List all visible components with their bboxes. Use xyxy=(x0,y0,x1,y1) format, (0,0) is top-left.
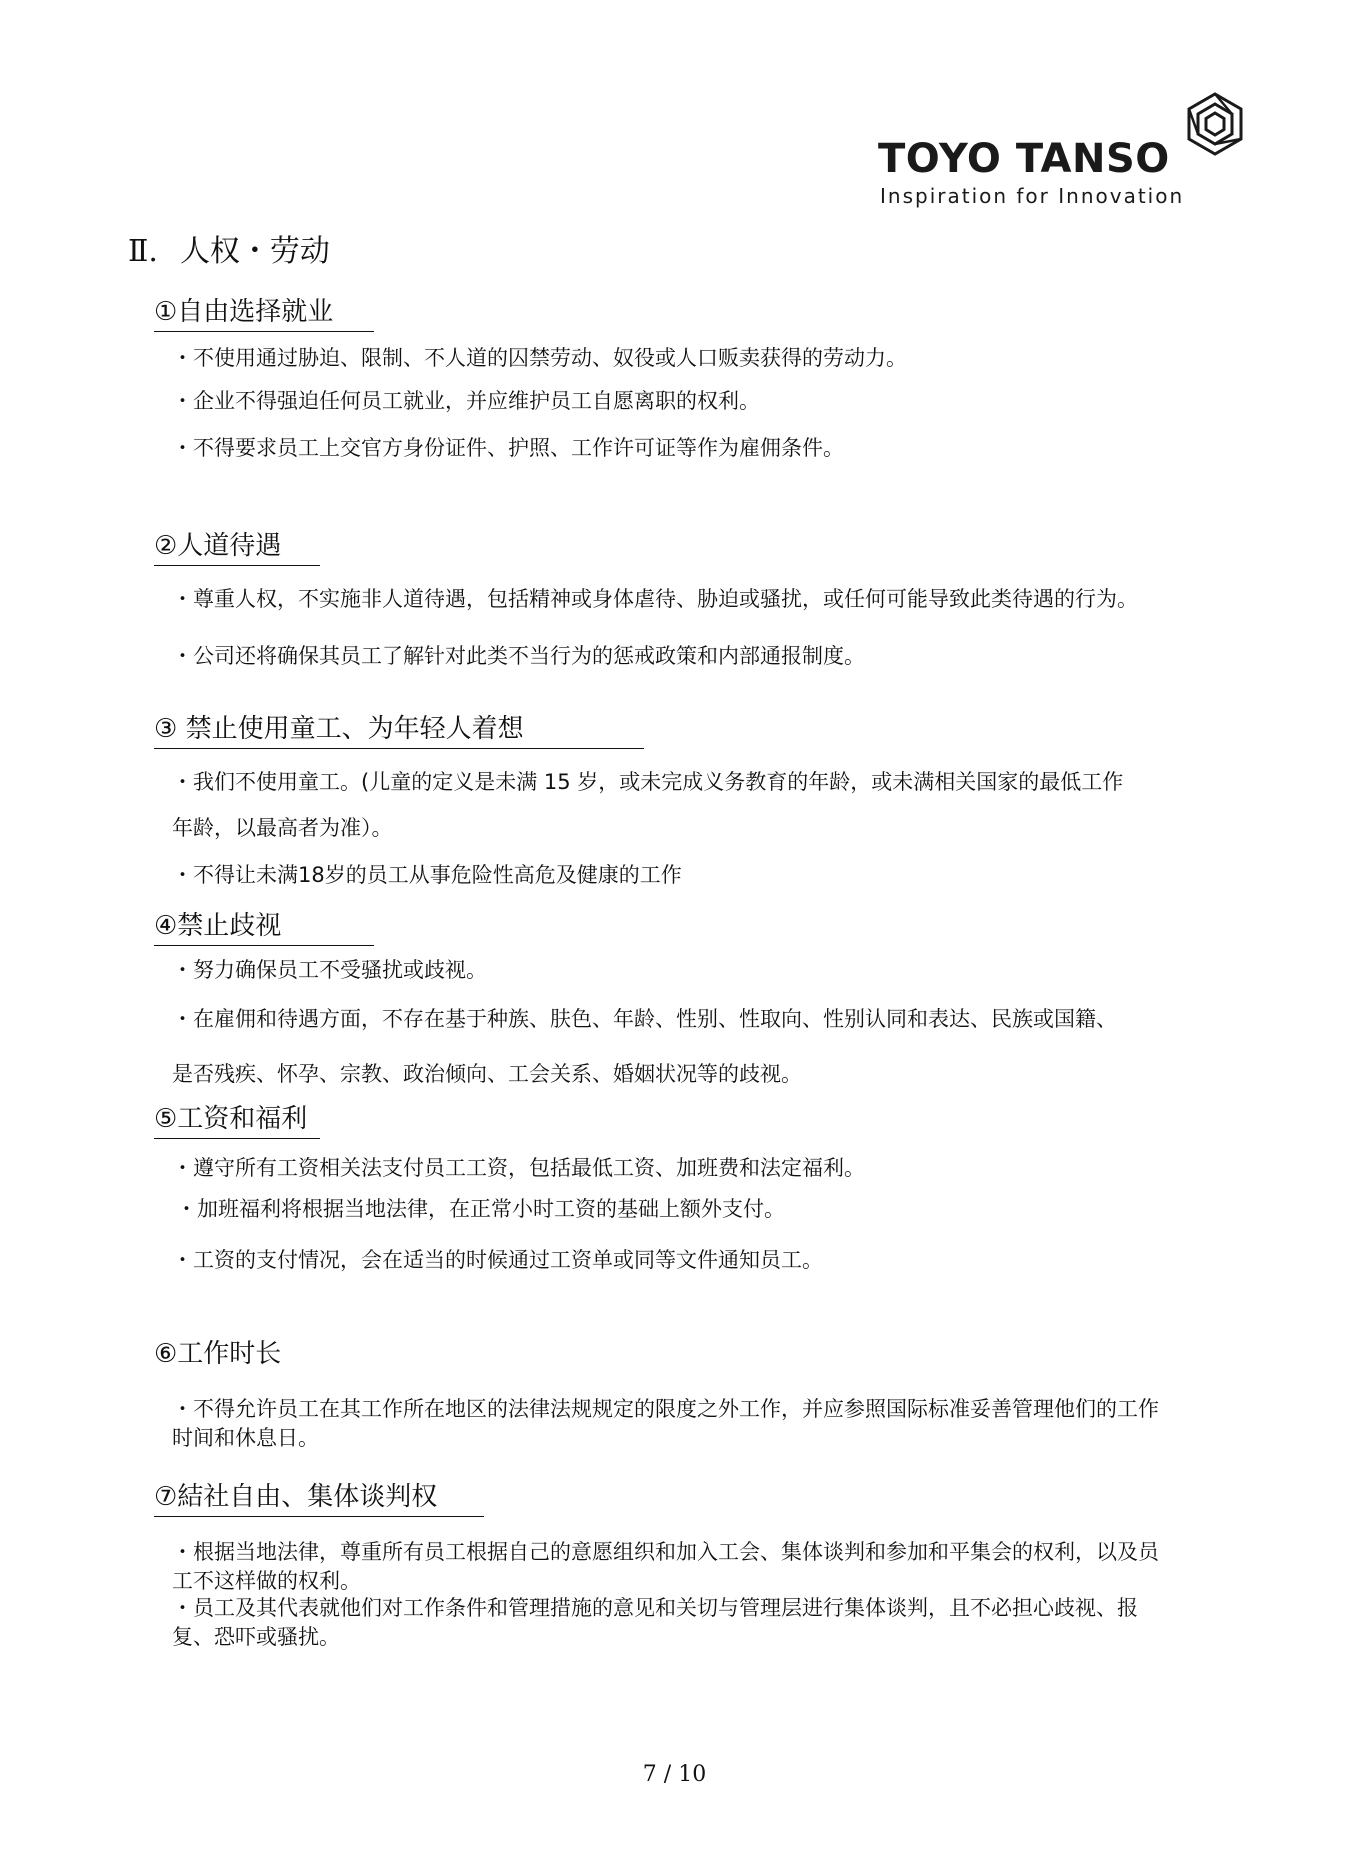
hexagon-spiral-logo-icon xyxy=(1183,92,1247,156)
heading-wages-benefits: ⑤工资和福利 xyxy=(154,1103,320,1139)
heading-free-employment: ①自由选择就业 xyxy=(154,296,374,332)
section-1-line: ・不得要求员工上交官方身份证件、护照、工作许可证等作为雇佣条件。 xyxy=(172,436,844,460)
section-6-line: 时间和休息日。 xyxy=(172,1426,319,1450)
page-number: 7 / 10 xyxy=(642,1762,707,1787)
heading-humane-treatment: ②人道待遇 xyxy=(154,530,320,566)
section-5-line: ・工资的支付情况，会在适当的时候通过工资单或同等文件通知员工。 xyxy=(172,1248,823,1272)
section-4-line: ・努力确保员工不受骚扰或歧视。 xyxy=(172,958,487,982)
section-7-line: 复、恐吓或骚扰。 xyxy=(172,1625,340,1649)
section-7-line: 工不这样做的权利。 xyxy=(172,1569,361,1593)
section-number: Ⅱ. xyxy=(128,234,158,269)
section-1-line: ・企业不得强迫任何员工就业，并应维护员工自愿离职的权利。 xyxy=(172,389,760,413)
company-logo xyxy=(878,92,1248,212)
section-1-line: ・不使用通过胁迫、限制、不人道的囚禁劳动、奴役或人口贩卖获得的劳动力。 xyxy=(172,346,907,370)
section-2-line: ・公司还将确保其员工了解针对此类不当行为的惩戒政策和内部通报制度。 xyxy=(172,644,865,668)
heading-non-discrimination: ④禁止歧视 xyxy=(154,910,374,946)
section-7-line: ・根据当地法律，尊重所有员工根据自己的意愿组织和加入工会、集体谈判和参加和平集会的权利，以及员 xyxy=(172,1540,1159,1564)
heading-freedom-of-association: ⑦結社自由、集体谈判权 xyxy=(154,1481,484,1517)
section-6-line: ・不得允许员工在其工作所在地区的法律法规规定的限度之外工作，并应参照国际标准妥善管理他们的工作 xyxy=(172,1397,1159,1421)
section-5-line: ・遵守所有工资相关法支付员工工资，包括最低工资、加班费和法定福利。 xyxy=(172,1156,865,1180)
section-2-line: ・尊重人权，不实施非人道待遇，包括精神或身体虐待、胁迫或骚扰，或任何可能导致此类待遇的行为。 xyxy=(172,587,1138,611)
logo-name: TOYO TANSO xyxy=(878,136,1170,182)
section-3-line: ・我们不使用童工。(儿童的定义是未满 15 岁，或未完成义务教育的年龄，或未满相关国家的最低工作 xyxy=(172,770,1124,794)
section-title-text: 人权・劳动 xyxy=(179,234,330,269)
section-3-line: ・不得让未满18岁的员工从事危险性高危及健康的工作 xyxy=(172,863,682,887)
section-7-line: ・员工及其代表就他们对工作条件和管理措施的意见和关切与管理层进行集体谈判，且不必担心歧视、报 xyxy=(172,1596,1138,1620)
section-3-line: 年龄，以最高者为准）。 xyxy=(172,816,393,840)
heading-working-hours: ⑥工作时长 xyxy=(154,1339,282,1369)
section-4-line: 是否残疾、怀孕、宗教、政治倾向、工会关系、婚姻状况等的歧视。 xyxy=(172,1062,802,1086)
section-5-line: ・加班福利将根据当地法律，在正常小时工资的基础上额外支付。 xyxy=(176,1197,785,1221)
logo-tagline: Inspiration for Innovation xyxy=(880,184,1185,208)
heading-child-labor: ③ 禁止使用童工、为年轻人着想 xyxy=(154,713,644,749)
section-4-line: ・在雇佣和待遇方面，不存在基于种族、肤色、年龄、性别、性取向、性别认同和表达、民族或国籍、 xyxy=(172,1007,1117,1031)
section-title xyxy=(128,226,330,270)
